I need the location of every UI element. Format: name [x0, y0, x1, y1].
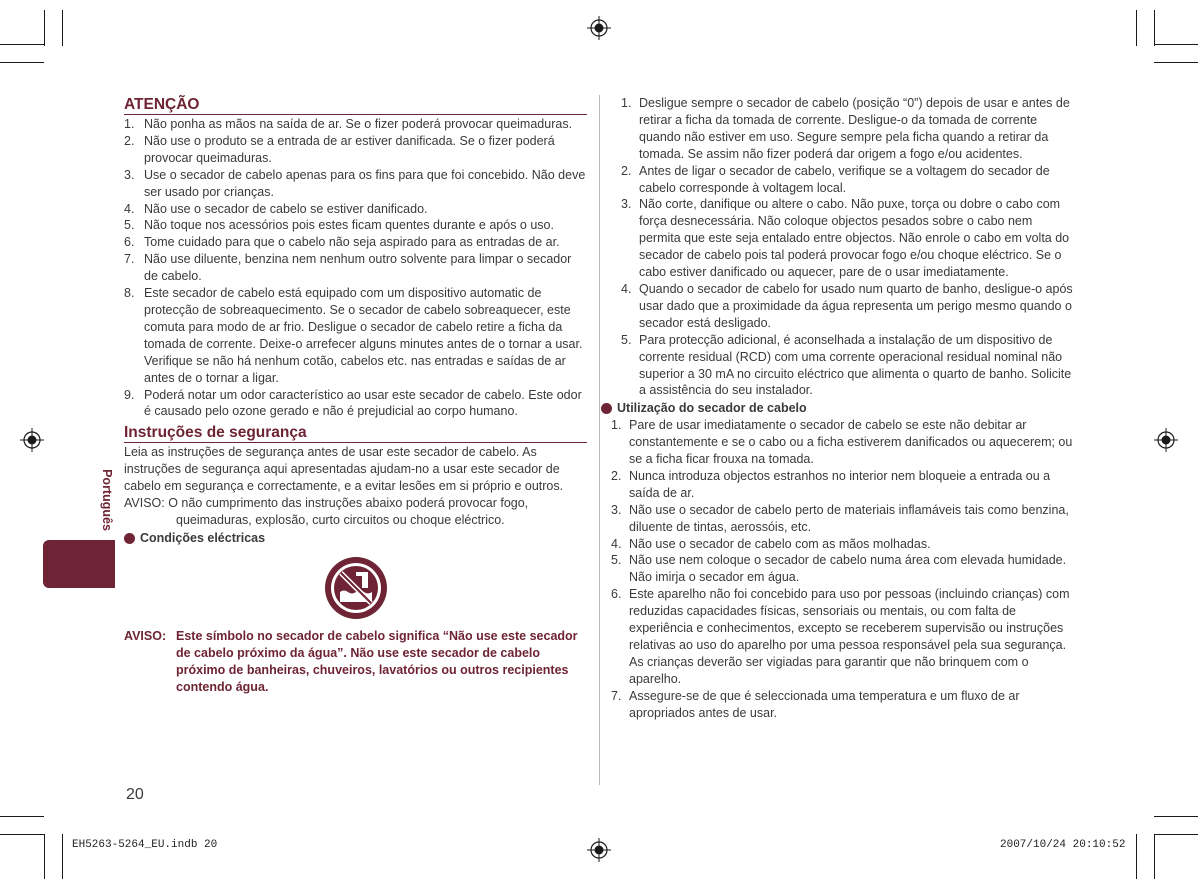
- column-divider: [599, 95, 600, 785]
- list-item-number: 4.: [611, 536, 622, 551]
- list-item-number: 1.: [124, 117, 135, 131]
- list-item-text: Para protecção adicional, é aconselhada a instalação de um dispositivo de corrente residual (RCD) com uma corrente operacional residual nominal não superior a 30 mA no circuito eléctrico que alimenta o quarto de banho. Solicite a assistência do seu instalador.: [639, 332, 1072, 398]
- list-item-number: 6.: [124, 235, 135, 250]
- crop-mark: [1154, 10, 1155, 46]
- list-item: [621, 281, 1075, 332]
- list-item: [124, 201, 587, 218]
- list-item-number: 7.: [124, 252, 135, 267]
- list-item: [611, 688, 1075, 722]
- footer-timestamp: 2007/10/24 20:10:52: [1000, 839, 1126, 851]
- registration-mark-icon: [20, 428, 44, 452]
- list-item-number: 1.: [611, 418, 622, 433]
- list-item: [611, 552, 1075, 586]
- crop-mark: [0, 44, 44, 45]
- list-item: [611, 586, 1075, 654]
- crop-mark: [1154, 62, 1198, 63]
- utilizacao-heading: Utilização do secador de cabelo: [601, 400, 1075, 417]
- list-item: [124, 387, 587, 421]
- list-item-text: Não ponha as mãos na saída de ar. Se o fizer poderá provocar queimaduras.: [144, 117, 573, 131]
- seguranca-heading: Instruções de segurança: [124, 423, 587, 443]
- registration-mark-icon: [587, 16, 611, 40]
- list-item-text: Este secador de cabelo está equipado com um dispositivo automatic de protecção de sobreaquecimento. Se o secador de cabelo sobreaquecer, este comuta para modo de ar frio. Desligue o secador de cabelo retire a ficha da tomada de corrente. Deixe-o arrefecer alguns minutes antes de o tornar a usar. Verifique se não há nenhum cotão, cabelos etc. nas entradas e saídas de ar antes de o tornar a ligar.: [144, 286, 583, 385]
- registration-mark-icon: [587, 838, 611, 862]
- list-item: [621, 95, 1075, 163]
- list-item-number: 9.: [124, 387, 135, 402]
- list-item-text: Pare de usar imediatamente o secador de cabelo se este não debitar ar constantemente e se o cabo ou a ficha estiverem danificados ou aquecerem; ou se a ficha ficar frouxa na tomada.: [629, 418, 1073, 467]
- list-item-number: 2.: [621, 163, 632, 178]
- list-item-text: Antes de ligar o secador de cabelo, verifique se a voltagem do secador de cabelo corresponde à voltagem local.: [639, 163, 1050, 195]
- crop-mark: [1154, 834, 1198, 835]
- aviso-symbol-note: AVISO: Este símbolo no secador de cabelo significa “Não use este secador de cabelo próximo da água”. Não use este secador de cabelo próximo de banheiras, chuveiros, lavatórios ou outros recipientes contendo água.: [124, 628, 578, 694]
- registration-mark-icon: [1154, 428, 1178, 452]
- crop-mark: [0, 834, 44, 835]
- list-item-text: Não use o secador de cabelo se estiver danificado.: [144, 201, 428, 216]
- list-item: [124, 133, 587, 167]
- utilizacao-list: [611, 417, 1075, 721]
- list-item-number: 2.: [611, 468, 622, 483]
- list-item: [621, 196, 1075, 281]
- list-item-text: Desligue sempre o secador de cabelo (posição “0”) depois de usar e antes de retirar a ficha da tomada de corrente. Desligue-o da tomada de corrente quando não estiver em uso. Segure sempre pela ficha quando a retirar da tomada. Se assim não fizer poderá dar origem a fogo e/ou acidentes.: [639, 96, 1070, 161]
- list-item-text: Não corte, danifique ou altere o cabo. Não puxe, torça ou dobre o cabo com força desnecessária. Não coloque objectos pesados sobre o cabo nem permita que este seja entalado entre objectos. Não enrole o cabo em volta do secador de cabelo pois tal poderá provocar fogo e/ou choque eléctrico. Se o cabo estiver danificado ou aquecer, pare de o usar imediatamente.: [639, 197, 1070, 280]
- list-item-number: 3.: [124, 167, 135, 182]
- no-water-warning-icon: [124, 556, 587, 620]
- bullet-icon: [601, 403, 612, 414]
- crop-mark: [62, 10, 63, 46]
- condicoes-heading: Condições eléctricas: [124, 530, 587, 547]
- list-item: [124, 285, 587, 386]
- crop-mark: [44, 834, 45, 879]
- list-item-text: Não use nem coloque o secador de cabelo numa área com elevada humidade. Não imirja o secador em água.: [629, 553, 1067, 585]
- list-item: [124, 251, 587, 285]
- list-item-text: Assegure-se de que é seleccionada uma temperatura e um fluxo de ar apropriados antes de usar.: [629, 688, 1020, 720]
- list-item-number: 4.: [124, 201, 135, 216]
- crop-mark: [1136, 10, 1137, 46]
- list-item-number: 3.: [611, 502, 622, 517]
- list-item: [124, 116, 587, 133]
- list-item-text: Poderá notar um odor característico ao usar este secador de cabelo. Este odor é causado pelo ozone gerado e não é prejudicial ao corpo humano.: [144, 387, 582, 419]
- crop-mark: [62, 834, 63, 879]
- seguranca-intro: Leia as instruções de segurança antes de usar este secador de cabelo. As instruções de segurança aqui apresentadas ajudam-no a usar este secador de cabelo em segurança e correctamente, e a evitar lesões em si próprio e outros.: [124, 445, 564, 494]
- crop-mark: [0, 62, 44, 63]
- atencao-heading: ATENÇÃO: [124, 95, 587, 115]
- language-label: Português: [100, 469, 114, 531]
- list-item-note: As crianças deverão ser vigiadas para garantir que não brinquem com o aparelho.: [629, 654, 1029, 686]
- list-item: [611, 417, 1075, 468]
- list-item-text: Não use o secador de cabelo com as mãos molhadas.: [629, 536, 931, 551]
- list-item-number: 3.: [621, 197, 632, 212]
- list-item-number: 5.: [611, 553, 622, 568]
- list-item-number: 7.: [611, 688, 622, 703]
- crop-mark: [1136, 834, 1137, 879]
- crop-mark: [1154, 816, 1198, 817]
- list-item-number: 8.: [124, 286, 135, 301]
- list-item-text: Não use o secador de cabelo perto de materiais inflamáveis tais como benzina, diluente de tintas, aerossóis, etc.: [629, 502, 1069, 534]
- aviso-note: AVISO: O não cumprimento das instruções abaixo poderá provocar fogo, queimaduras, explosão, curto circuitos ou choque eléctrico.: [124, 496, 529, 527]
- list-item-text: Este aparelho não foi concebido para uso por pessoas (incluindo crianças) com reduzidas capacidades físicas, sensoriais ou mentais, ou com falta de experiência e conhecimentos, excepto se receberem supervisão ou instruções relativas ao uso do aparelho por uma pessoa responsável pela sua segurança.: [629, 587, 1070, 652]
- list-item: [611, 502, 1075, 536]
- list-item: [621, 332, 1075, 400]
- list-item: [611, 468, 1075, 502]
- language-tab-marker: [43, 540, 115, 588]
- list-item-number: 5.: [621, 332, 632, 347]
- right-column: [611, 95, 1075, 722]
- electrical-conditions-list: [611, 95, 1075, 399]
- page-number: 20: [126, 786, 144, 803]
- list-item-text: Não use o produto se a entrada de ar estiver danificada. Se o fizer poderá provocar queimaduras.: [144, 133, 555, 165]
- list-item-text: Não use diluente, benzina nem nenhum outro solvente para limpar o secador de cabelo.: [144, 252, 572, 284]
- list-item-text: Quando o secador de cabelo for usado num quarto de banho, desligue-o após usar dado que a proximidade da água representa um perigo mesmo quando o secador está desligado.: [639, 281, 1073, 330]
- list-item-number: 5.: [124, 218, 135, 233]
- crop-mark: [0, 816, 44, 817]
- list-item: [611, 536, 1075, 553]
- crop-mark: [44, 10, 45, 46]
- list-item-text: Use o secador de cabelo apenas para os fins para que foi concebido. Não deve ser usado por crianças.: [144, 167, 586, 199]
- list-item-number: 4.: [621, 281, 632, 296]
- list-item-text: Nunca introduza objectos estranhos no interior nem bloqueie a entrada ou a saída de ar.: [629, 468, 1051, 500]
- list-item-number: 6.: [611, 587, 622, 602]
- list-item-number: 2.: [124, 133, 135, 148]
- list-item-text: Não toque nos acessórios pois estes ficam quentes durante e após o uso.: [144, 218, 554, 233]
- list-item: [124, 234, 587, 251]
- atencao-list: [124, 116, 587, 420]
- crop-mark: [1154, 44, 1198, 45]
- crop-mark: [1154, 834, 1155, 879]
- list-item: [124, 167, 587, 201]
- list-item-text: Tome cuidado para que o cabelo não seja aspirado para as entradas de ar.: [144, 235, 560, 250]
- list-item: [621, 163, 1075, 197]
- bullet-icon: [124, 533, 135, 544]
- list-item: [124, 217, 587, 234]
- list-item-number: 1.: [621, 96, 632, 110]
- footer-file: EH5263-5264_EU.indb 20: [72, 839, 218, 851]
- left-column: [124, 95, 587, 696]
